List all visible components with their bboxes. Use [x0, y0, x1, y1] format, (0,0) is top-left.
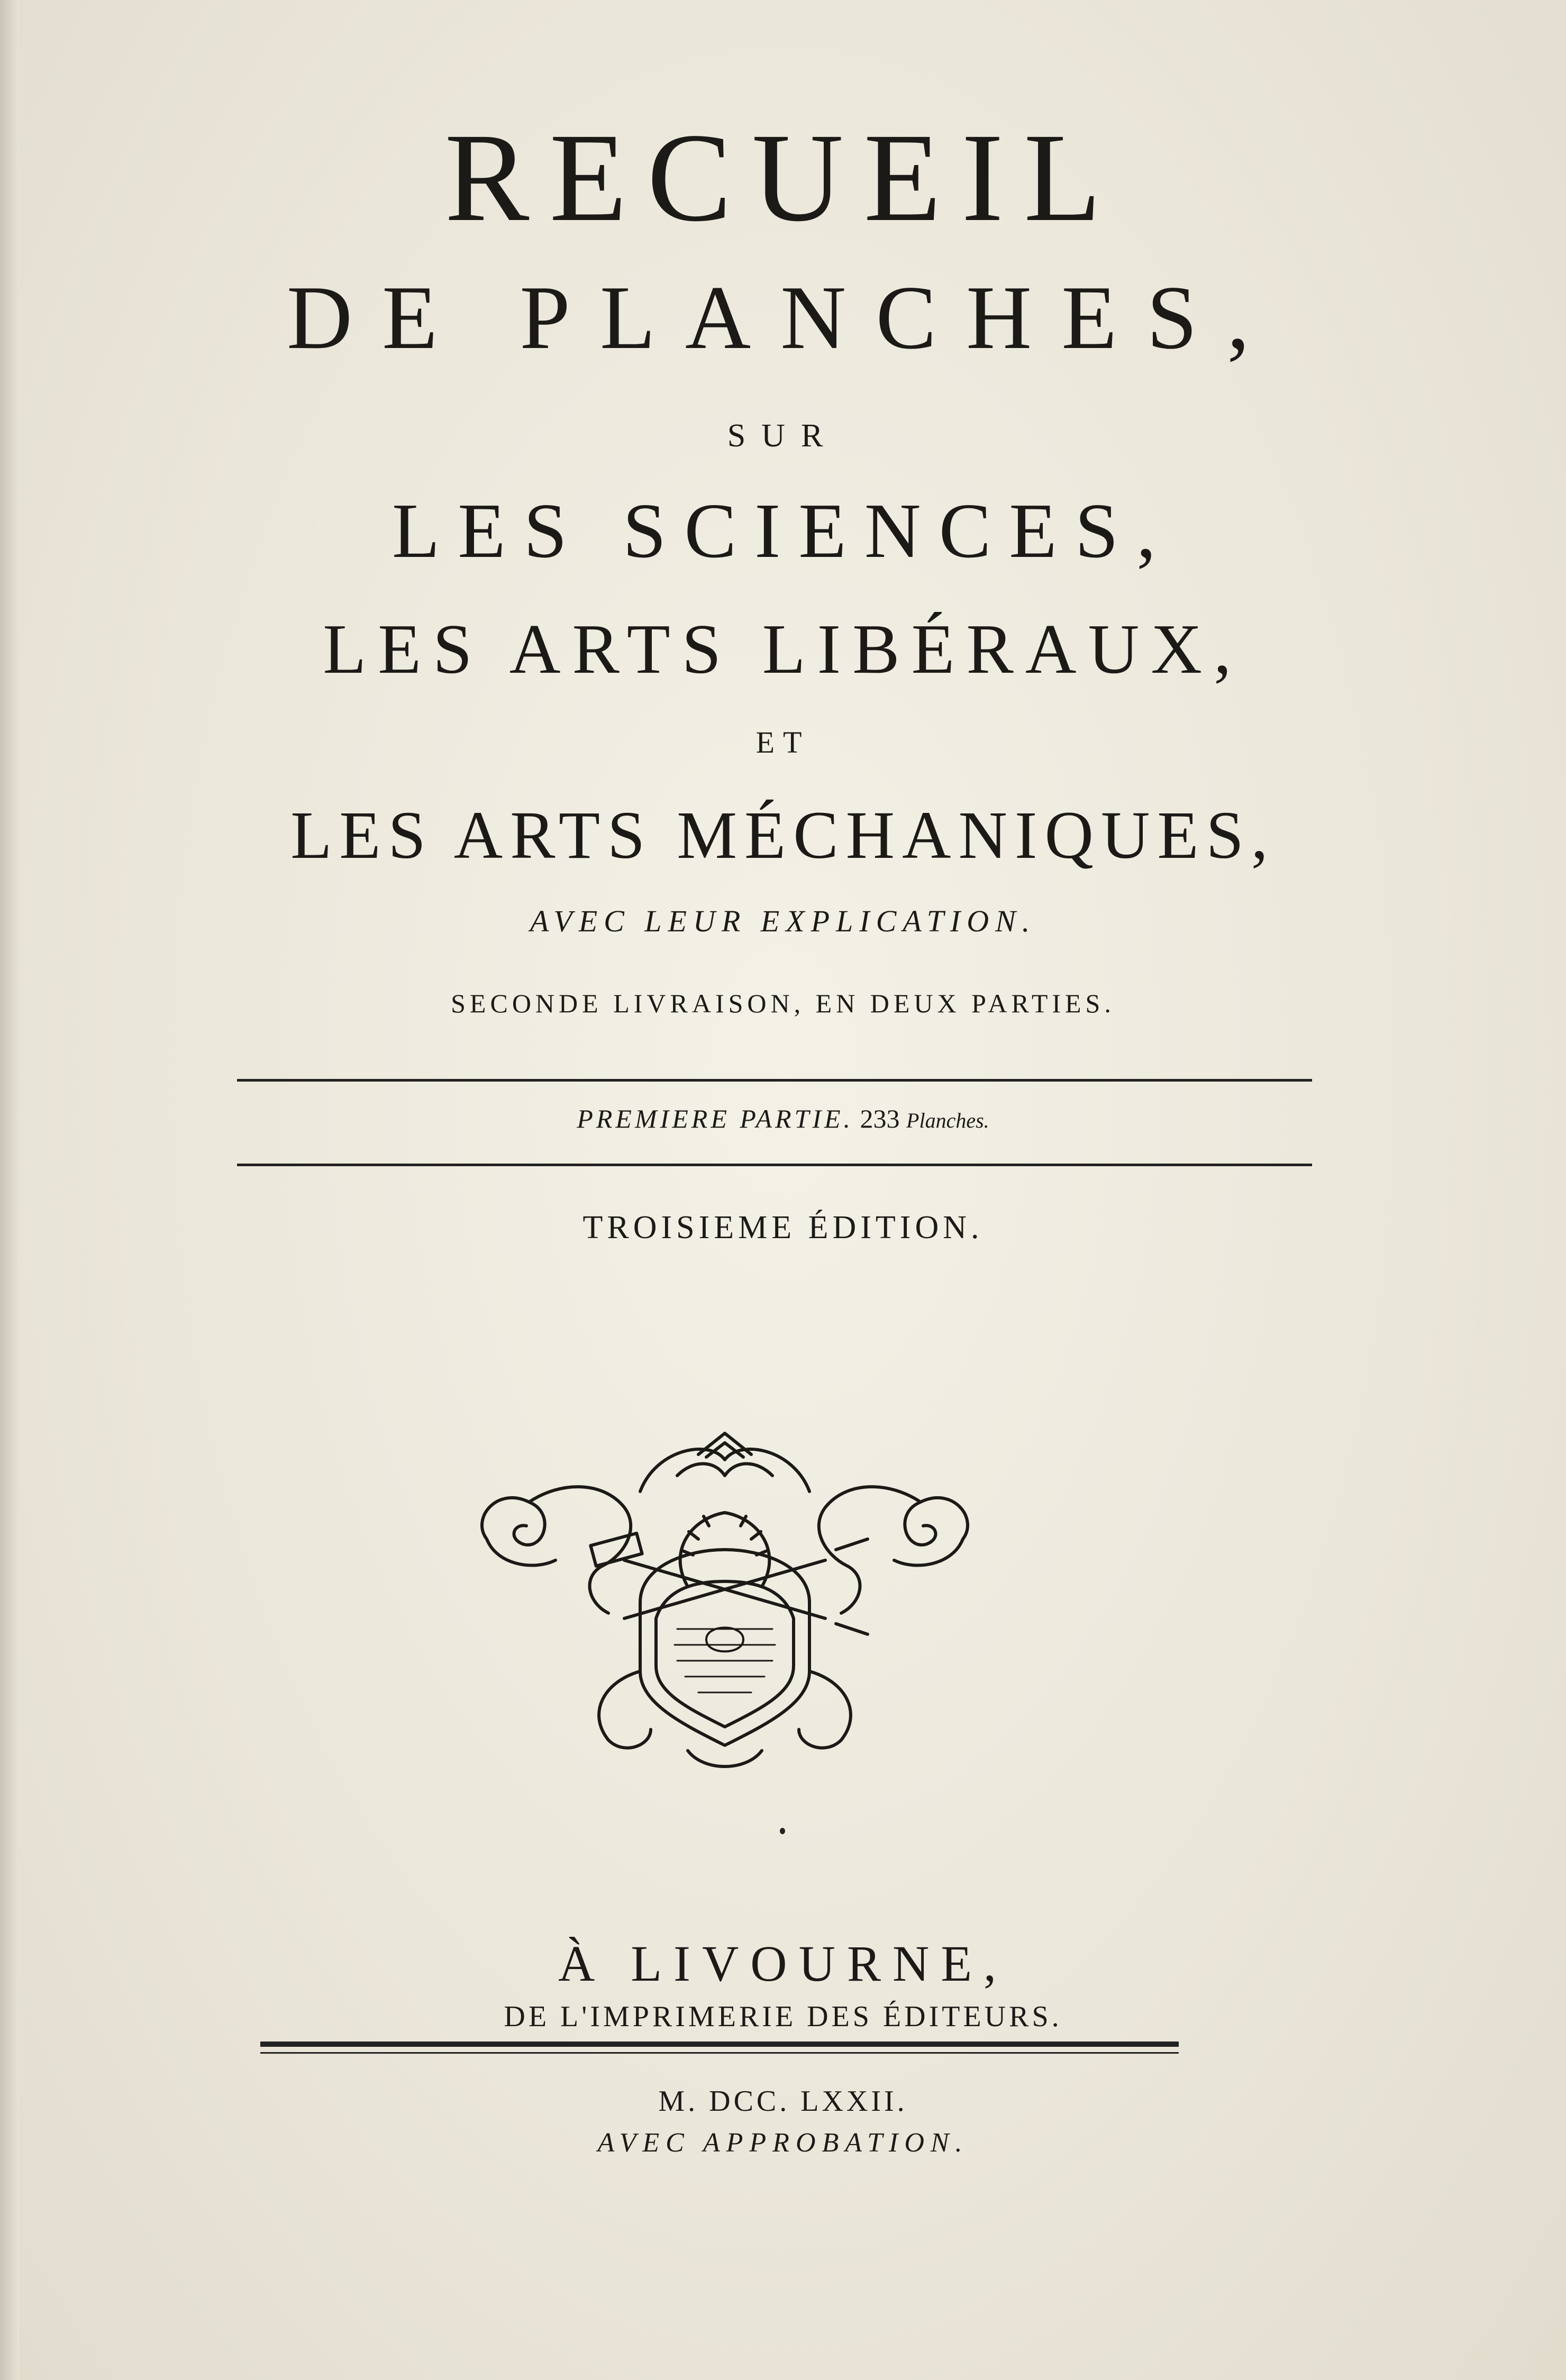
imprint-approbation: AVEC APPROBATION. — [597, 2128, 969, 2158]
title-recueil: RECUEIL — [444, 107, 1122, 248]
part-name: PREMIERE PARTIE. — [577, 1104, 854, 1133]
imprint-date: M. DCC. LXXII. — [658, 2085, 908, 2118]
baroque-cartouche-ornament-icon — [466, 1428, 984, 1777]
title-sur: SUR — [727, 418, 839, 454]
title-les-sciences: LES SCIENCES, — [392, 488, 1174, 574]
imprint-rule-thick — [260, 2042, 1179, 2047]
plate-count-label: Planches. — [906, 1109, 989, 1132]
title-de-planches: DE PLANCHES, — [286, 268, 1280, 368]
plate-count: 233 — [860, 1104, 900, 1133]
subtitle-explication: AVEC LEUR EXPLICATION. — [530, 904, 1036, 938]
divider-rule-bottom — [237, 1164, 1312, 1166]
part-line — [0, 1105, 1566, 1132]
imprint-rule-thin — [260, 2052, 1179, 2054]
divider-rule-top — [237, 1079, 1312, 1082]
imprint-printer: DE L'IMPRIMERIE DES ÉDITEURS. — [504, 2000, 1062, 2033]
edition-line: TROISIEME ÉDITION. — [582, 1210, 984, 1246]
ink-dot — [780, 1828, 785, 1834]
title-arts-liberaux: LES ARTS LIBÉRAUX, — [323, 610, 1243, 688]
title-arts-mechaniques: LES ARTS MÉCHANIQUES, — [290, 798, 1276, 873]
livraison-line: SECONDE LIVRAISON, EN DEUX PARTIES. — [451, 988, 1115, 1018]
title-et: ET — [755, 725, 811, 759]
imprint-city: À LIVOURNE, — [558, 1935, 1008, 1992]
